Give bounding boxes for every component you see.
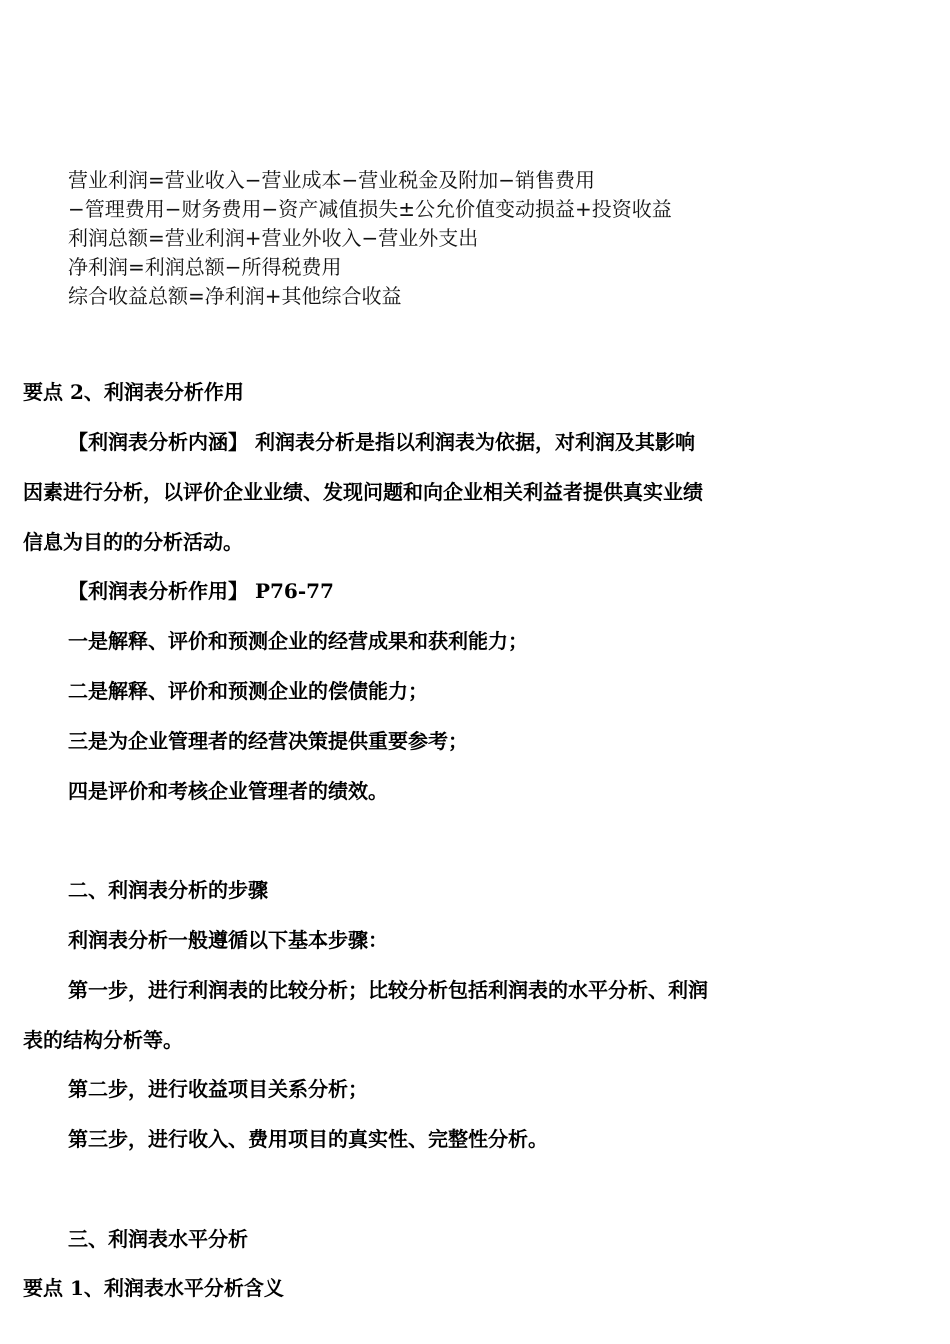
step1-line-1: 第一步，进行利润表的比较分析；比较分析包括利润表的水平分析、利润 — [68, 978, 708, 1002]
formula-total-profit: 利润总额=营业利润+营业外收入−营业外支出 — [68, 226, 479, 250]
formula-comprehensive-income: 综合收益总额=净利润+其他综合收益 — [68, 284, 402, 308]
function-item-2: 二是解释、评价和预测企业的偿债能力； — [68, 679, 428, 703]
step1-line-2: 表的结构分析等。 — [23, 1028, 183, 1052]
formula-operating-profit-continued: −管理费用−财务费用−资产减值损失±公允价值变动损益+投资收益 — [68, 197, 672, 221]
connotation-line-2: 因素进行分析，以评价企业业绩、发现问题和向企业相关利益者提供真实业绩 — [23, 480, 703, 504]
function-item-1: 一是解释、评价和预测企业的经营成果和获利能力； — [68, 629, 528, 653]
formula-net-profit: 净利润=利润总额−所得税费用 — [68, 255, 342, 279]
section-point2-title: 要点 2、利润表分析作用 — [23, 380, 244, 404]
step2-text: 第二步，进行收益项目关系分析； — [68, 1077, 368, 1101]
function-item-3: 三是为企业管理者的经营决策提供重要参考； — [68, 729, 468, 753]
steps-section-title: 二、利润表分析的步骤 — [68, 878, 268, 902]
function-heading: 【利润表分析作用】 P76-77 — [68, 579, 334, 603]
horizontal-analysis-title: 三、利润表水平分析 — [68, 1227, 248, 1251]
connotation-line-3: 信息为目的的分析活动。 — [23, 530, 243, 554]
steps-intro: 利润表分析一般遵循以下基本步骤： — [68, 928, 388, 952]
step3-text: 第三步，进行收入、费用项目的真实性、完整性分析。 — [68, 1127, 548, 1151]
section-point1-title: 要点 1、利润表水平分析含义 — [23, 1276, 284, 1300]
connotation-line-1: 【利润表分析内涵】 利润表分析是指以利润表为依据，对利润及其影响 — [68, 430, 695, 454]
formula-operating-profit: 营业利润=营业收入−营业成本−营业税金及附加−销售费用 — [68, 168, 596, 192]
function-item-4: 四是评价和考核企业管理者的绩效。 — [68, 779, 388, 803]
